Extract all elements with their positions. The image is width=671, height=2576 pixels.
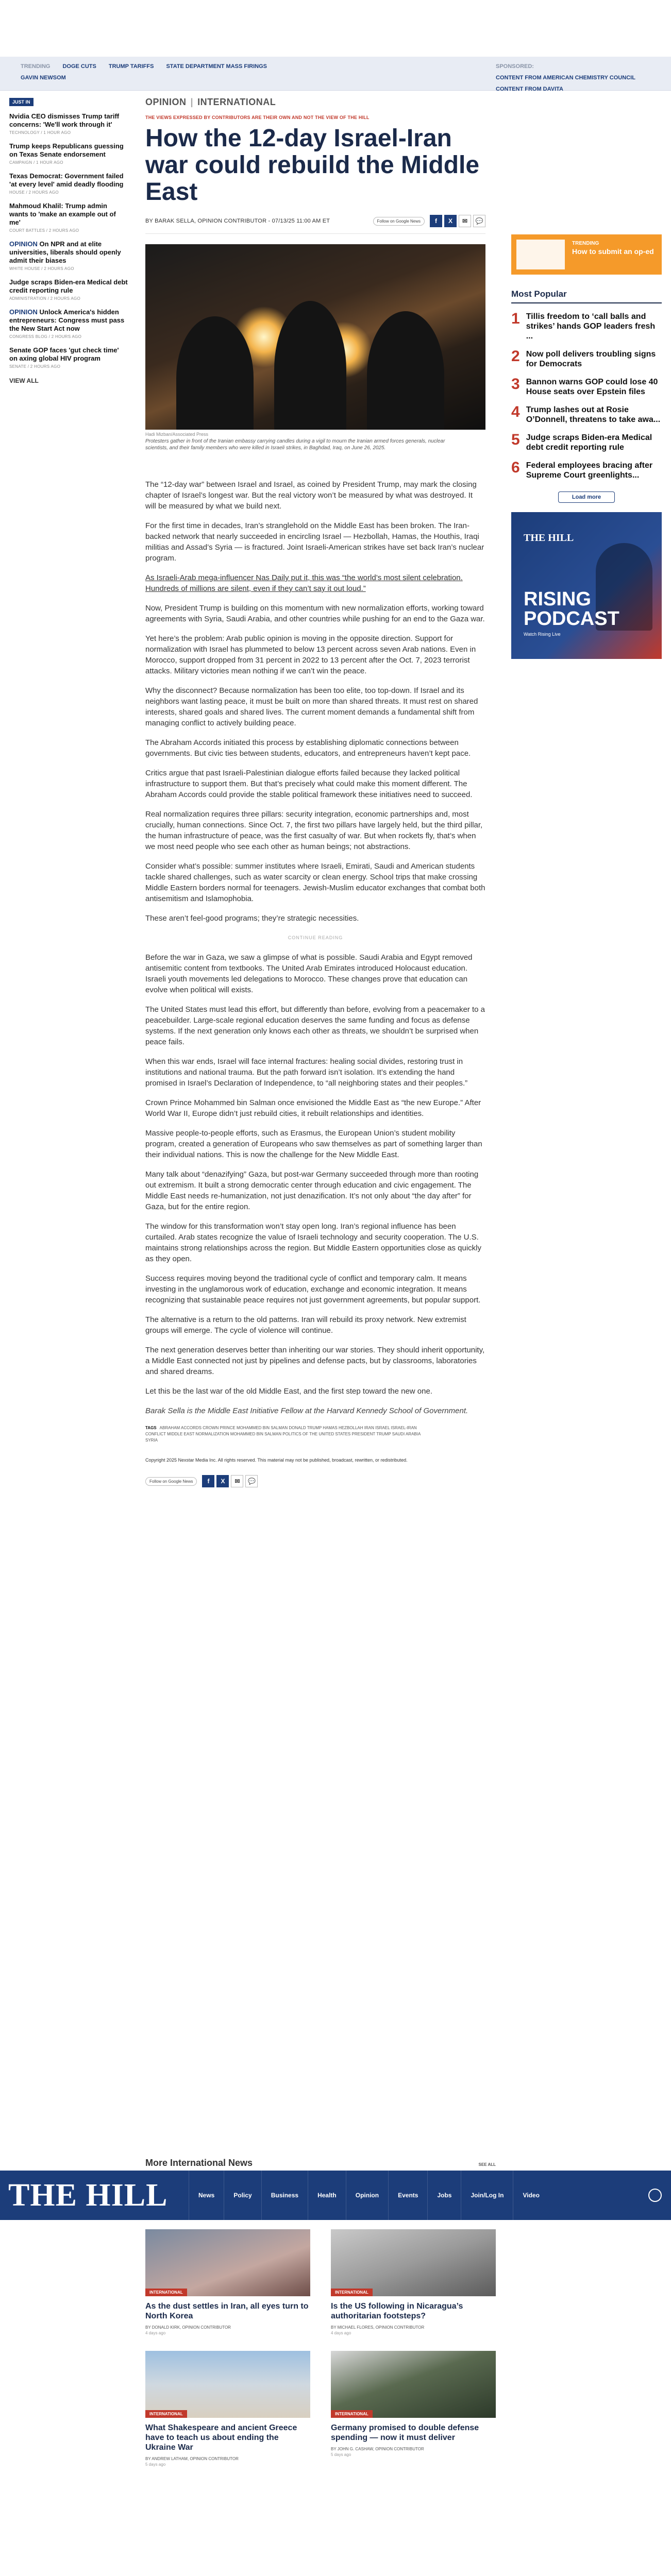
card-byline: BY JOHN G. CASHAW, OPINION CONTRIBUTOR	[331, 2447, 424, 2451]
most-popular-link[interactable]: Tillis freedom to ‘call balls and strikes’ hands GOP leaders fresh ...	[526, 312, 656, 341]
email-icon[interactable]: ✉	[459, 215, 471, 227]
photo-credit: Hadi Mizban/Associated Press	[145, 432, 209, 437]
nav-jobs[interactable]: Jobs	[427, 2171, 461, 2220]
card-tag: INTERNATIONAL	[331, 2410, 373, 2418]
sponsored-label: SPONSORED:	[496, 63, 534, 70]
paragraph: The Abraham Accords initiated this process by establishing diplomatic connections between governments. But civic ties between students, educators, and entrepreneurs haven’t kept pace.	[145, 738, 471, 758]
rising-podcast-ad[interactable]	[511, 512, 662, 659]
nav-video[interactable]: Video	[513, 2171, 548, 2220]
news-card[interactable]	[145, 2229, 310, 2335]
just-in-title[interactable]: Judge scraps Biden-era Medical debt credit reporting rule	[9, 278, 128, 294]
just-in-title[interactable]: Senate GOP faces 'gut check time' on axing global HIV program	[9, 346, 119, 362]
podcast-title: RISING PODCAST	[524, 588, 619, 630]
nav-opinion[interactable]: Opinion	[346, 2171, 388, 2220]
byline: BY BARAK SELLA, OPINION CONTRIBUTOR - 07/13/25 11:00 AM ET	[145, 218, 330, 224]
nav-policy[interactable]: Policy	[224, 2171, 261, 2220]
more-international-news	[145, 2158, 496, 2172]
trending-link-doge[interactable]: DOGE CUTS	[62, 63, 96, 70]
just-in-title[interactable]	[9, 240, 128, 265]
most-popular-link[interactable]: Federal employees bracing after Supreme Court greenlights...	[526, 461, 653, 480]
rank-number: 1	[511, 310, 520, 327]
news-card[interactable]	[331, 2351, 496, 2467]
just-in-item[interactable]	[9, 172, 128, 195]
op-ed-promo[interactable]	[511, 234, 662, 275]
opinion-prefix: OPINION	[9, 240, 38, 248]
sponsored-link-acc[interactable]: CONTENT FROM AMERICAN CHEMISTRY COUNCIL	[496, 75, 635, 81]
paragraph: The alternative is a return to the old patterns. Iran will rebuild its proxy network. New extremist groups will emerge. The cycle of violence will continue.	[145, 1315, 466, 1335]
card-tag: INTERNATIONAL	[145, 2410, 187, 2418]
just-in-meta: HOUSE / 2 HOURS AGO	[9, 190, 59, 195]
x-icon[interactable]: X	[444, 215, 457, 227]
paragraph: When this war ends, Israel will face internal fractures: healing social divides, restoring trust in institutions and national trauma. But the path forward isn’t isolation. It’s extending the hand promised in Israel’s Declaration of Independence, to “all neighboring states and their peoples.”	[145, 1057, 468, 1088]
just-in-meta: CAMPAIGN / 1 HOUR AGO	[9, 160, 63, 165]
card-title[interactable]: As the dust settles in Iran, all eyes turn to North Korea	[145, 2302, 309, 2320]
just-in-title[interactable]: Nvidia CEO dismisses Trump tariff concerns: 'We'll work through it'	[9, 112, 120, 128]
card-title[interactable]: What Shakespeare and ancient Greece have to teach us about ending the Ukraine War	[145, 2424, 297, 2452]
just-in-rail	[9, 97, 128, 384]
paragraph: Now, President Trump is building on this momentum with new normalization efforts, working toward agreements with Syria, Saudi Arabia, and other countries while pushing for an end to the Gaza war.	[145, 604, 485, 623]
section-header	[145, 2158, 496, 2172]
card-image	[331, 2229, 496, 2296]
nav-business[interactable]: Business	[261, 2171, 308, 2220]
sponsored-link-davita[interactable]: CONTENT FROM DAVITA	[496, 86, 563, 92]
opinion-prefix: OPINION	[9, 308, 38, 316]
just-in-item[interactable]	[9, 202, 128, 233]
article	[145, 97, 485, 1487]
most-popular-link[interactable]: Now poll delivers troubling signs for Democrats	[526, 350, 656, 368]
breadcrumb-opinion[interactable]: OPINION	[145, 97, 187, 107]
rank-number: 2	[511, 348, 520, 365]
just-in-item[interactable]	[9, 278, 128, 301]
most-popular-link[interactable]: Judge scraps Biden-era Medical debt credit reporting rule	[526, 433, 652, 452]
trending-link-state-dept[interactable]: STATE DEPARTMENT MASS FIRINGS	[166, 63, 267, 70]
comments-icon[interactable]: 💬	[245, 1475, 258, 1487]
card-image	[145, 2351, 310, 2418]
paragraph: Crown Prince Mohammed bin Salman once envisioned the Middle East as “the new Europe.” After World War II, Europe didn’t just rebuild cities, it rebuilt relationships and identities.	[145, 1098, 481, 1118]
site-logo[interactable]: THE HILL	[8, 2177, 168, 2213]
continue-reading-label: CONTINUE READING	[288, 935, 343, 940]
nav-news[interactable]: News	[189, 2171, 224, 2220]
nav-events[interactable]: Events	[388, 2171, 427, 2220]
just-in-meta: CONGRESS BLOG / 2 HOURS AGO	[9, 334, 82, 339]
just-in-badge: JUST IN	[9, 98, 33, 106]
most-popular-title: Most Popular	[511, 289, 662, 303]
email-icon[interactable]: ✉	[231, 1475, 243, 1487]
paragraph: Success requires moving beyond the traditional cycle of conflict and temporary calm. It means investing in the unglamorous work of education, exchange and economic integration. It means recognizing that sustainable peace requires not just government agreements, but popular support.	[145, 1274, 481, 1304]
trending-label: TRENDING	[21, 63, 51, 70]
google-news-button[interactable]: Follow on Google News	[373, 217, 425, 226]
breadcrumb	[145, 97, 485, 108]
most-popular-item[interactable]	[511, 377, 662, 397]
rank-number: 6	[511, 459, 520, 476]
article-headline: How the 12-day Israel-Iran war could rebuild the Middle East	[145, 125, 480, 206]
most-popular-item[interactable]	[511, 312, 662, 341]
just-in-title[interactable]: Trump keeps Republicans guessing on Texas Senate endorsement	[9, 142, 124, 158]
article-body	[145, 479, 485, 1487]
nav-health[interactable]: Health	[308, 2171, 346, 2220]
just-in-title[interactable]: Texas Democrat: Government failed 'at every level' amid deadly flooding	[9, 172, 124, 188]
just-in-item[interactable]	[9, 142, 128, 165]
news-card[interactable]	[331, 2229, 496, 2335]
paragraph: Critics argue that past Israeli-Palestinian dialogue efforts failed because they lacked political infrastructure to support them. But that’s precisely what could make this moment different. The Abraham Accords could provide the stable political framework these initiatives need to succeed.	[145, 769, 473, 799]
just-in-title[interactable]	[9, 308, 128, 333]
just-in-meta: WHITE HOUSE / 2 HOURS AGO	[9, 266, 74, 271]
load-more-button[interactable]: Load more	[558, 492, 615, 503]
breadcrumb-international[interactable]: INTERNATIONAL	[197, 97, 276, 107]
just-in-meta: COURT BATTLES / 2 HOURS AGO	[9, 228, 79, 233]
more-news-grid-wrap	[145, 2223, 496, 2467]
tags-list	[145, 1425, 434, 1444]
just-in-item[interactable]	[9, 112, 128, 135]
opinion-disclaimer: THE VIEWS EXPRESSED BY CONTRIBUTORS ARE THEIR OWN AND NOT THE VIEW OF THE HILL	[145, 115, 370, 120]
nav-login[interactable]: Join/Log In	[461, 2171, 513, 2220]
paragraph: The United States must lead this effort, but differently than before, evolving from a peacemaker to a peacebuilder. Large-scale regional education deserves the same funding and focus as defense systems. If the next generation only knows each other as threats, we shouldn’t be surprised when peace fails.	[145, 1005, 485, 1046]
podcast-brand: THE HILL	[524, 532, 574, 544]
card-image	[331, 2351, 496, 2418]
just-in-title[interactable]: Mahmoud Khalil: Trump admin wants to 'make an example out of me'	[9, 202, 116, 226]
photo-caption: Protesters gather in front of the Iranian embassy carrying candles during a vigil to mourn the Iranian armed forces generals, nuclear scientists, and their family members who were killed in Israeli strikes, in Baghdad, Iraq, on June 26, 2025.	[145, 438, 445, 451]
most-popular-item[interactable]	[511, 405, 662, 425]
google-news-button[interactable]: Follow on Google News	[145, 1477, 197, 1486]
view-all-link[interactable]: VIEW ALL	[9, 377, 39, 384]
just-in-meta: TECHNOLOGY / 1 HOUR AGO	[9, 130, 71, 135]
facebook-icon[interactable]: f	[202, 1475, 214, 1487]
most-popular-link[interactable]: Trump lashes out at Rosie O’Donnell, threatens to take awa...	[526, 405, 661, 424]
paragraph: Real normalization requires three pillars: security integration, economic partnerships and, most crucially, human connections. Since Oct. 7, the first two pillars have largely held, but the third pillar, the human infrastructure of peace, was the first casualty of war. But when rockets fly, that’s when we most need people who see each other as human beings; not abstractions.	[145, 810, 483, 851]
just-in-item[interactable]	[9, 240, 128, 271]
article-photo	[145, 244, 485, 430]
paragraph: For the first time in decades, Iran’s stranglehold on the Middle East has been broken. The Iran-backed network that nearly succeeded in encircling Israel — Hezbollah, Hamas, the Houthis, Iraqi militias and Assad’s Syria — is fractured. Joint Israeli-American strikes have set back Iran’s nuclear program.	[145, 521, 484, 563]
just-in-title-text[interactable]: Unlock America's hidden entrepreneurs: Congress must pass the New Start Act now	[9, 308, 125, 332]
paragraph: The “12-day war” between Israel and Israel, as coined by President Trump, may mark the closing chapter of Israel’s longest war. But the real victory won’t be measured by what was destroyed. It will be measured by what we build next.	[145, 480, 477, 511]
rank-number: 3	[511, 376, 520, 393]
card-image	[145, 2229, 310, 2296]
card-title[interactable]: Germany promised to double defense spending — now it must deliver	[331, 2424, 479, 2442]
paragraph: Yet here’s the problem: Arab public opinion is moving in the opposite direction. Support for normalization with Israel has plummeted to below 13 percent across seven Arab nations. Even in Morocco, support dropped from 31 percent in 2022 to 13 percent after the Oct. 7, 2023 terrorist attacks. Military victories mean nothing if we can’t win the peace.	[145, 634, 476, 675]
card-byline: BY MICHAEL FLORES, OPINION CONTRIBUTOR	[331, 2325, 425, 2330]
breadcrumb-separator: |	[190, 97, 194, 107]
paragraph[interactable]: As Israeli-Arab mega-influencer Nas Daily put it, this was “the world’s most silent celebration. Hundreds of millions are silent, even if they can’t say it out loud.”	[145, 573, 463, 593]
card-time: 5 days ago	[331, 2452, 351, 2457]
just-in-meta: SENATE / 2 HOURS AGO	[9, 364, 61, 369]
author-bio: Barak Sella is the Middle East Initiative Fellow at the Harvard Kennedy School of Government.	[145, 1406, 468, 1415]
card-title[interactable]: Is the US following in Nicaragua’s authoritarian footsteps?	[331, 2302, 463, 2320]
trending-link-newsom[interactable]: GAVIN NEWSOM	[21, 75, 66, 81]
promo-label: TRENDING	[572, 241, 599, 246]
facebook-icon[interactable]: f	[430, 215, 442, 227]
rank-number: 5	[511, 431, 520, 448]
copyright: Copyright 2025 Nexstar Media Inc. All rights reserved. This material may not be published, broadcast, rewritten, or redistributed.	[145, 1458, 408, 1463]
see-all-link[interactable]: SEE ALL	[478, 2162, 496, 2167]
card-time: 5 days ago	[145, 2462, 166, 2467]
card-tag: INTERNATIONAL	[331, 2289, 373, 2296]
card-tag: INTERNATIONAL	[145, 2289, 187, 2296]
tags-label: TAGS	[145, 1426, 157, 1430]
tags-text[interactable]: ABRAHAM ACCORDS CROWN PRINCE MOHAMMED BIN SALMAN DONALD TRUMP HAMAS HEZBOLLAH IRAN ISRAEL ISRAEL-IRAN CONFLICT MIDDLE EAST NORMALIZATION MOHAMMED BIN SALMAN POLITICS OF THE UNITED STATES PRESIDENT TRUMP SAUDI ARABIA SYRIA	[145, 1426, 421, 1443]
nav-links	[189, 2171, 549, 2220]
paragraph: Many talk about “denazifying” Gaza, but post-war Germany succeeded through more than rooting out extremism. It built a strong democratic center through education and civic engagement. The Middle East needs re-humanization, not just denazification. It’s not only about “the day after” for Gaza, but for the entire region.	[145, 1170, 479, 1211]
paragraph: Consider what’s possible: summer institutes where Israeli, Emirati, Saudi and American students tackle shared challenges, such as water scarcity or clean energy. School trips that make crossing Middle Eastern borders normal for teenagers. Jewish-Muslim educator exchanges that combat both antisemitism and Islamophobia.	[145, 862, 485, 903]
x-icon[interactable]: X	[216, 1475, 229, 1487]
person-silhouette	[274, 301, 346, 430]
share-bar	[373, 215, 485, 227]
byline-row	[145, 215, 485, 234]
paragraph: Before the war in Gaza, we saw a glimpse of what is possible. Saudi Arabia and Egypt removed antisemitic content from textbooks. The United Arab Emirates introduced Holocaust education. Israeli youth movements led delegations to Morocco. These changes prove that education can evolve when political will exists.	[145, 953, 473, 994]
most-popular-item[interactable]	[511, 433, 662, 452]
most-popular-item[interactable]	[511, 461, 662, 480]
paragraph: Why the disconnect? Because normalization has been too elite, too top-down. If Israel and its neighbors want lasting peace, it must be built on more than shared threats. It must rest on shared interests, shared goals and shared lives. The current moment demands a fundamental shift from managing conflict to actively building peace.	[145, 686, 478, 727]
share-bar-bottom	[145, 1475, 485, 1487]
just-in-title-text[interactable]: On NPR and at elite universities, liberals should openly admit their biases	[9, 240, 121, 264]
paragraph: Massive people-to-people efforts, such as Erasmus, the European Union’s student mobility program, created a generation of Europeans who saw themselves as part of something larger than their individual nations. This is now the challenge for the New Middle East.	[145, 1129, 482, 1159]
search-icon[interactable]	[648, 2189, 662, 2202]
paragraph: The window for this transformation won’t stay open long. Iran’s regional influence has been curtailed. Arab states recognize the value of Israeli technology and security cooperation. The U.S. maintains strong relationships across the region. But Middle Eastern opportunities close as quickly as they open.	[145, 1222, 482, 1263]
person-silhouette	[367, 311, 444, 430]
card-time: 4 days ago	[145, 2331, 166, 2335]
just-in-item[interactable]	[9, 346, 128, 369]
card-byline: BY ANDREW LATHAM, OPINION CONTRIBUTOR	[145, 2456, 239, 2461]
most-popular-link[interactable]: Bannon warns GOP could lose 40 House seats over Epstein files	[526, 378, 658, 396]
news-card[interactable]	[145, 2351, 310, 2467]
section-title: More International News	[145, 2158, 253, 2168]
paragraph: The next generation deserves better than inheriting our war stories. They should inherit opportunity, a Middle East connected not just by pipelines and defense pacts, but by classrooms, laboratories and shared dreams.	[145, 1346, 485, 1376]
paragraph: Let this be the last war of the old Middle East, and the first step toward the new one.	[145, 1387, 432, 1396]
trending-bar	[0, 57, 671, 91]
most-popular-item[interactable]	[511, 349, 662, 369]
trending-link-tariffs[interactable]: TRUMP TARIFFS	[108, 63, 154, 70]
rank-number: 4	[511, 403, 520, 420]
just-in-item[interactable]	[9, 308, 128, 339]
more-news-grid	[145, 2229, 496, 2467]
comments-icon[interactable]: 💬	[473, 215, 485, 227]
right-rail	[511, 234, 662, 659]
site-nav	[0, 2171, 671, 2220]
podcast-subtitle[interactable]: Watch Rising Live	[524, 632, 561, 637]
promo-title[interactable]: How to submit an op-ed	[572, 247, 654, 256]
card-time: 4 days ago	[331, 2331, 351, 2335]
just-in-meta: ADMINISTRATION / 2 HOURS AGO	[9, 296, 81, 301]
paragraph: These aren’t feel-good programs; they’re strategic necessities.	[145, 914, 359, 923]
card-byline: BY DONALD KIRK, OPINION CONTRIBUTOR	[145, 2325, 231, 2330]
promo-image	[516, 240, 565, 269]
